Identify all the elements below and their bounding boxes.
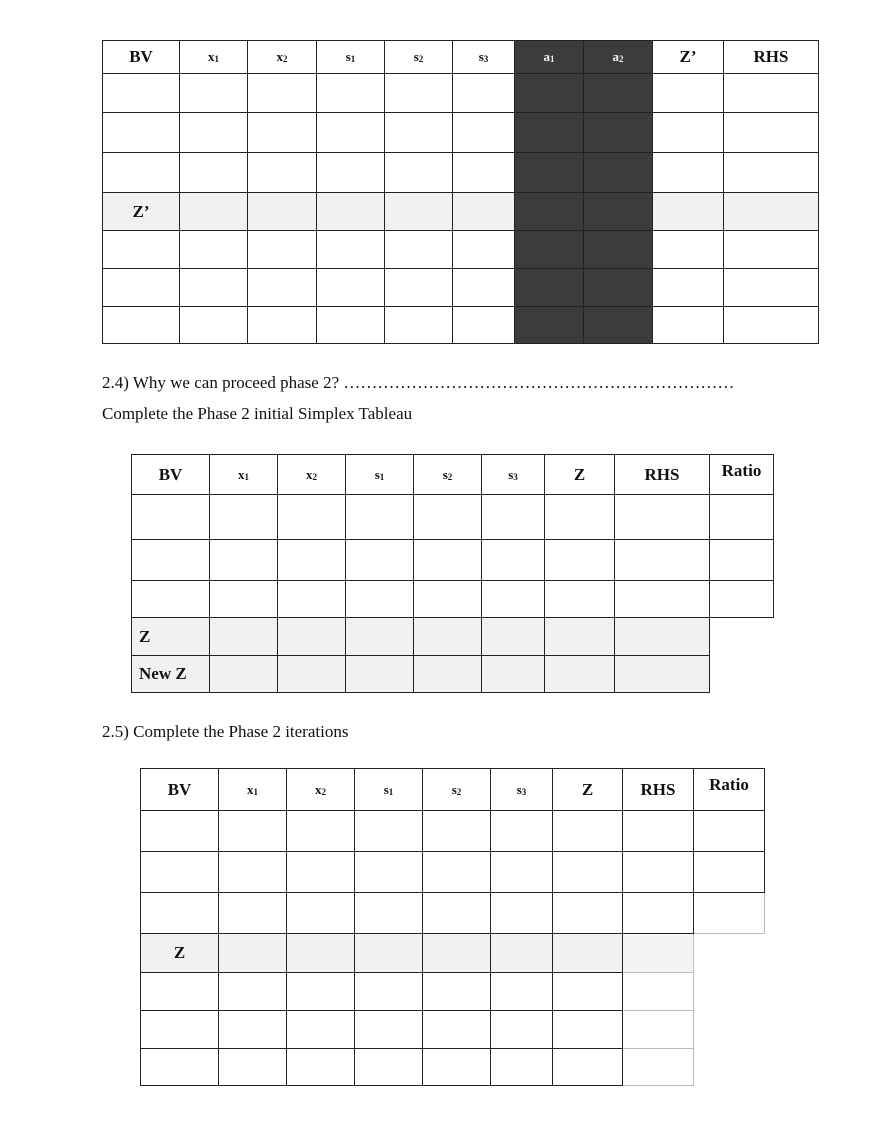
table-cell[interactable] [210,495,278,540]
header-s2: s2 [423,769,491,811]
table-cell[interactable] [180,193,248,231]
table-cell[interactable] [385,153,453,193]
header-zprime: Z’ [653,41,724,74]
table-cell[interactable] [317,307,385,344]
header-rhs: RHS [724,41,819,74]
instruction-phase2-initial: Complete the Phase 2 initial Simplex Tableau [102,404,413,423]
table-cell[interactable] [453,231,515,269]
table-cell[interactable] [453,193,515,231]
table-cell[interactable] [210,618,278,656]
table-cell[interactable] [219,893,287,934]
artificial-cell [584,307,653,344]
table-cell[interactable] [346,540,414,581]
table-cell[interactable] [615,540,710,581]
table-cell[interactable] [615,495,710,540]
table-cell[interactable] [553,811,623,852]
table-cell[interactable] [423,811,491,852]
table-cell[interactable] [278,495,346,540]
table-cell[interactable] [653,74,724,113]
header-z: Z [553,769,623,811]
table-cell[interactable] [248,193,317,231]
table-cell[interactable] [545,581,615,618]
table-cell[interactable] [491,934,553,973]
table-cell[interactable] [724,74,819,113]
table-cell[interactable] [694,811,765,852]
table-cell[interactable] [482,618,545,656]
table-row [141,973,765,1011]
table-cell[interactable] [623,852,694,893]
table-cell[interactable] [180,307,248,344]
table-cell[interactable] [545,495,615,540]
header-s1: s1 [346,455,414,495]
header-a1: a1 [515,41,584,74]
table-cell[interactable] [553,934,623,973]
empty-cell [694,1011,765,1049]
table-cell[interactable] [278,581,346,618]
table-cell[interactable] [317,231,385,269]
table-cell[interactable] [724,269,819,307]
question-2-5: 2.5) Complete the Phase 2 iterations [102,722,349,741]
table-cell[interactable] [355,811,423,852]
table-cell[interactable] [248,74,317,113]
row-label-z: Z [141,934,219,973]
table-cell[interactable] [278,540,346,581]
header-x2: x2 [287,769,355,811]
table-cell[interactable] [453,74,515,113]
table-cell[interactable] [385,113,453,153]
table-row [103,74,819,113]
header-s3: s3 [453,41,515,74]
artificial-cell [515,153,584,193]
table-cell[interactable] [355,852,423,893]
table-row [103,113,819,153]
table-cell[interactable] [385,193,453,231]
table-cell[interactable] [414,581,482,618]
table-cell[interactable] [317,74,385,113]
table-cell[interactable] [694,893,765,934]
table-row [141,852,765,893]
table-header-row [141,769,765,811]
table-cell[interactable] [491,811,553,852]
table-cell[interactable] [453,307,515,344]
header-ratio: Ratio [694,769,765,811]
artificial-cell [515,231,584,269]
artificial-cell [515,113,584,153]
table-cell[interactable] [346,618,414,656]
table-cell[interactable] [132,540,210,581]
table-cell[interactable] [219,934,287,973]
header-x2: x2 [248,41,317,74]
table-cell[interactable] [355,934,423,973]
table-cell[interactable] [248,269,317,307]
table-cell[interactable] [103,153,180,193]
table-cell[interactable] [491,893,553,934]
table-cell[interactable] [623,1011,694,1049]
table-cell[interactable] [219,973,287,1011]
table-cell[interactable] [724,113,819,153]
table-cell[interactable] [385,307,453,344]
phase1-tableau [102,40,819,344]
table-cell[interactable] [219,1011,287,1049]
table-cell[interactable] [423,973,491,1011]
table-cell[interactable] [385,231,453,269]
table-cell[interactable] [346,495,414,540]
header-s3: s3 [482,455,545,495]
table-cell[interactable] [553,852,623,893]
question-2-4: 2.4) Why we can proceed phase 2? …………………………………………………………… [102,373,735,392]
table-cell[interactable] [545,540,615,581]
table-cell[interactable] [482,495,545,540]
table-cell[interactable] [278,656,346,693]
table-row [103,231,819,269]
table-cell[interactable] [653,307,724,344]
artificial-cell [515,193,584,231]
empty-cell [694,934,765,973]
table-cell[interactable] [385,269,453,307]
table-cell[interactable] [141,1049,219,1086]
table-cell[interactable] [141,1011,219,1049]
table-header-row [103,41,819,74]
artificial-cell [515,307,584,344]
header-ratio: Ratio [710,455,774,495]
table-cell[interactable] [653,113,724,153]
table-cell[interactable] [615,581,710,618]
table-cell[interactable] [180,231,248,269]
table-cell[interactable] [103,74,180,113]
table-cell[interactable] [103,269,180,307]
table-cell[interactable] [653,231,724,269]
table-cell[interactable] [653,153,724,193]
table-cell[interactable] [248,231,317,269]
table-cell[interactable] [103,307,180,344]
header-s1: s1 [317,41,385,74]
table-row [103,153,819,193]
table-cell[interactable] [553,1011,623,1049]
table-cell[interactable] [453,113,515,153]
artificial-cell [584,74,653,113]
table-cell[interactable] [553,973,623,1011]
table-cell[interactable] [210,540,278,581]
empty-cell [694,1049,765,1086]
header-a2: a2 [584,41,653,74]
table-cell[interactable] [287,973,355,1011]
table-cell[interactable] [248,307,317,344]
artificial-cell [515,74,584,113]
artificial-cell [584,193,653,231]
table-cell[interactable] [317,193,385,231]
table-cell[interactable] [346,581,414,618]
artificial-cell [584,269,653,307]
header-s2: s2 [385,41,453,74]
table-cell[interactable] [355,973,423,1011]
table-cell[interactable] [355,1011,423,1049]
table-cell[interactable] [103,231,180,269]
header-x1: x1 [219,769,287,811]
table-cell[interactable] [623,811,694,852]
header-x1: x1 [210,455,278,495]
table-cell[interactable] [623,1049,694,1086]
table-cell[interactable] [482,656,545,693]
header-s3: s3 [491,769,553,811]
phase2-initial-tableau [131,454,774,693]
table-cell[interactable] [482,540,545,581]
table-cell[interactable] [278,618,346,656]
row-label-z: Z [132,618,210,656]
header-bv: BV [132,455,210,495]
table-cell[interactable] [423,934,491,973]
table-cell[interactable] [482,581,545,618]
table-cell[interactable] [623,973,694,1011]
table-cell[interactable] [141,811,219,852]
table-cell[interactable] [180,74,248,113]
table-cell[interactable] [317,113,385,153]
table-row [132,540,774,581]
table-cell[interactable] [423,893,491,934]
table-cell[interactable] [180,153,248,193]
table-cell[interactable] [623,893,694,934]
phase2-iterations-tableau [140,768,765,1086]
header-x2: x2 [278,455,346,495]
table-cell[interactable] [385,74,453,113]
header-rhs: RHS [615,455,710,495]
table-cell[interactable] [141,973,219,1011]
table-row [132,495,774,540]
empty-cell [694,973,765,1011]
table-cell[interactable] [414,495,482,540]
table-cell[interactable] [710,540,774,581]
table-cell[interactable] [287,852,355,893]
table-cell[interactable] [132,495,210,540]
table-cell[interactable] [210,581,278,618]
header-x1: x1 [180,41,248,74]
table-cell[interactable] [724,307,819,344]
table-cell[interactable] [287,811,355,852]
header-s1: s1 [355,769,423,811]
table-row [141,1011,765,1049]
table-cell[interactable] [423,1049,491,1086]
table-cell[interactable] [317,269,385,307]
table-header-row [132,455,774,495]
table-cell[interactable] [545,618,615,656]
table-cell[interactable] [724,193,819,231]
table-cell[interactable] [553,1049,623,1086]
table-cell[interactable] [219,852,287,893]
table-cell[interactable] [414,656,482,693]
row-label-zprime: Z’ [103,193,180,231]
artificial-cell [584,113,653,153]
table-cell[interactable] [653,193,724,231]
table-cell[interactable] [355,1049,423,1086]
header-bv: BV [141,769,219,811]
table-row [103,269,819,307]
table-cell[interactable] [141,893,219,934]
table-cell[interactable] [180,269,248,307]
table-cell[interactable] [287,934,355,973]
header-rhs: RHS [623,769,694,811]
table-cell[interactable] [132,581,210,618]
table-cell[interactable] [724,153,819,193]
table-cell[interactable] [287,1011,355,1049]
table-cell[interactable] [414,540,482,581]
artificial-cell [515,269,584,307]
table-row [141,1049,765,1086]
table-cell[interactable] [219,811,287,852]
table-cell[interactable] [414,618,482,656]
table-cell[interactable] [141,852,219,893]
artificial-cell [584,153,653,193]
row-label-new-z: New Z [132,656,210,693]
artificial-cell [584,231,653,269]
table-cell[interactable] [248,113,317,153]
table-cell[interactable] [423,1011,491,1049]
empty-cell [710,656,774,693]
header-bv: BV [103,41,180,74]
zprime-row [103,193,819,231]
table-cell[interactable] [710,495,774,540]
table-cell[interactable] [623,934,694,973]
header-s2: s2 [414,455,482,495]
table-row [141,893,765,934]
table-row [103,307,819,344]
table-cell[interactable] [615,618,710,656]
new-z-row [132,656,774,693]
table-cell[interactable] [287,1049,355,1086]
table-cell[interactable] [180,113,248,153]
table-cell[interactable] [453,269,515,307]
table-cell[interactable] [103,113,180,153]
table-cell[interactable] [653,269,724,307]
table-cell[interactable] [453,153,515,193]
z-row [132,618,774,656]
table-cell[interactable] [710,581,774,618]
table-cell[interactable] [210,656,278,693]
table-cell[interactable] [491,1011,553,1049]
table-cell[interactable] [346,656,414,693]
table-cell[interactable] [355,893,423,934]
table-cell[interactable] [491,852,553,893]
table-cell[interactable] [615,656,710,693]
z-row [141,934,765,973]
table-cell[interactable] [219,1049,287,1086]
table-cell[interactable] [423,852,491,893]
table-cell[interactable] [317,153,385,193]
table-cell[interactable] [287,893,355,934]
table-row [132,581,774,618]
header-z: Z [545,455,615,495]
table-row [141,811,765,852]
table-cell[interactable] [553,893,623,934]
table-cell[interactable] [248,153,317,193]
table-cell[interactable] [545,656,615,693]
table-cell[interactable] [491,973,553,1011]
empty-cell [710,618,774,656]
table-cell[interactable] [491,1049,553,1086]
table-cell[interactable] [694,852,765,893]
table-cell[interactable] [724,231,819,269]
